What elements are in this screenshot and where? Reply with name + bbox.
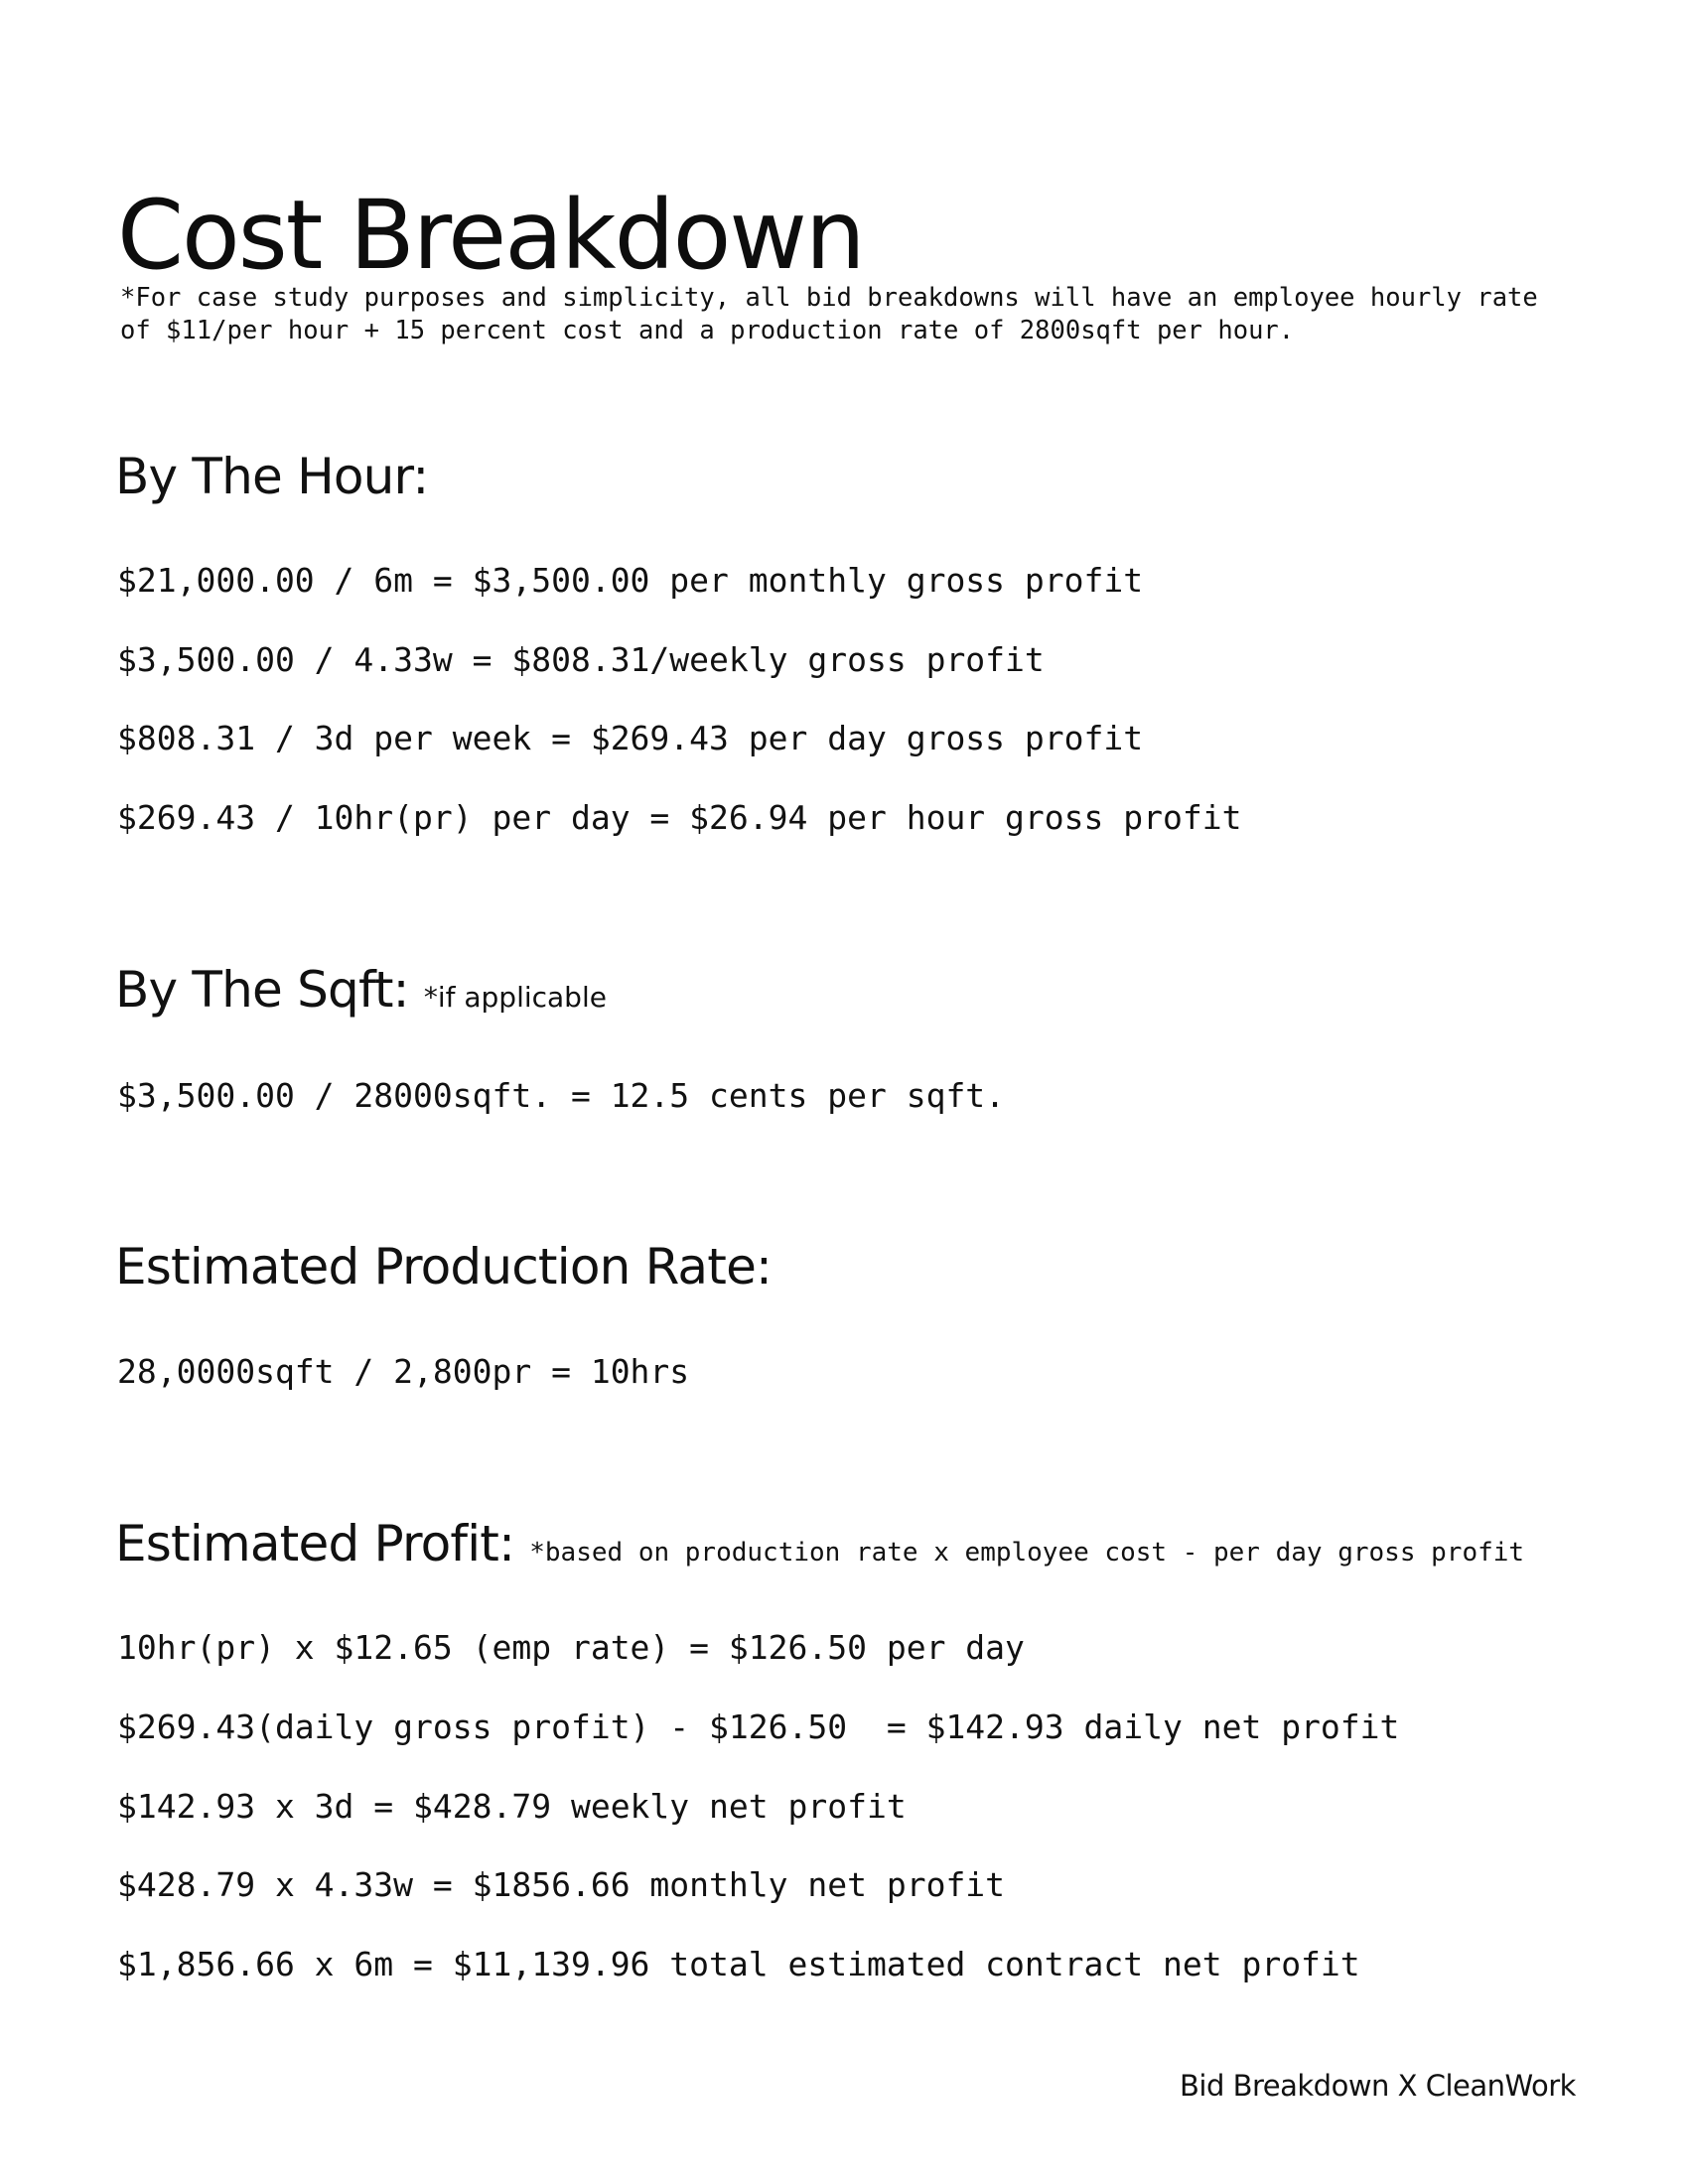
calc-line: $142.93 x 3d = $428.79 weekly net profit bbox=[117, 1787, 907, 1826]
footer-brand: Bid Breakdown X CleanWork bbox=[1180, 2069, 1576, 2103]
section-heading-by-sqft bbox=[115, 959, 607, 1028]
calc-line: $3,500.00 / 28000sqft. = 12.5 cents per sqft. bbox=[117, 1076, 1006, 1115]
calc-line: $269.43 / 10hr(pr) per day = $26.94 per hour gross profit bbox=[117, 798, 1242, 837]
page-title: Cost Breakdown bbox=[117, 180, 864, 291]
calc-line: 28,0000sqft / 2,800pr = 10hrs bbox=[117, 1352, 690, 1391]
intro-note: *For case study purposes and simplicity, all bid breakdowns will have an employee hourly rate of $11/per hour + 15 percent cost and a production rate of 2800sqft per hour. bbox=[120, 283, 1538, 345]
heading-text: By The Sqft: bbox=[115, 961, 409, 1019]
calc-line: $1,856.66 x 6m = $11,139.96 total estimated contract net profit bbox=[117, 1945, 1360, 1983]
section-heading-production-rate: Estimated Production Rate: bbox=[115, 1238, 773, 1296]
calc-line: $428.79 x 4.33w = $1856.66 monthly net profit bbox=[117, 1865, 1006, 1904]
section-heading-profit bbox=[115, 1513, 1524, 1583]
heading-note: *if applicable bbox=[423, 981, 607, 1014]
heading-note: *based on production rate x employee cost - per day gross profit bbox=[529, 1538, 1525, 1568]
heading-text: Estimated Profit: bbox=[115, 1515, 515, 1572]
calc-line: $3,500.00 / 4.33w = $808.31/weekly gross profit bbox=[117, 640, 1045, 679]
calc-line: $808.31 / 3d per week = $269.43 per day gross profit bbox=[117, 719, 1144, 757]
calc-line: $269.43(daily gross profit) - $126.50 = $142.93 daily net profit bbox=[117, 1707, 1400, 1746]
calc-line: $21,000.00 / 6m = $3,500.00 per monthly gross profit bbox=[117, 561, 1144, 600]
section-heading-by-hour: By The Hour: bbox=[115, 448, 429, 505]
calc-line: 10hr(pr) x $12.65 (emp rate) = $126.50 per day bbox=[117, 1628, 1025, 1667]
